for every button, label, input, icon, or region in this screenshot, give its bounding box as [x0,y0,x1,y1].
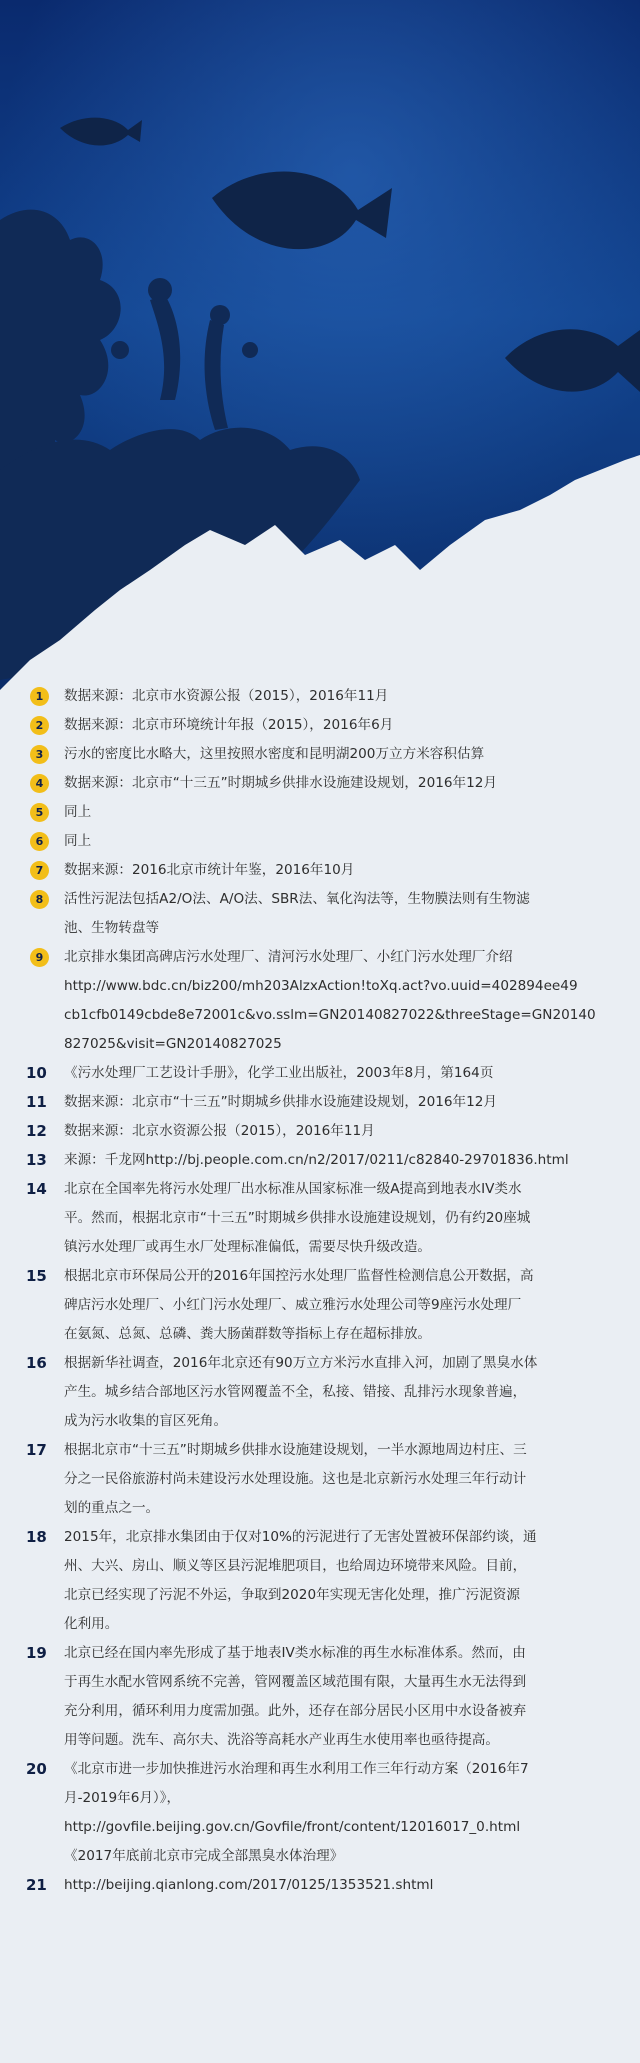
footnotes-list [0,682,640,1900]
footnote-text-line: 北京排水集团高碑店污水处理厂、清河污水处理厂、小红门污水处理厂介绍 [64,949,513,965]
footnote-text-line: 根据北京市“十三五”时期城乡供排水设施建设规划，一半水源地周边村庄、三 [64,1442,527,1458]
footnote-item [26,1088,618,1117]
footnote-text-line: 月-2019年6月）》， [64,1790,181,1806]
footnote-text-line: 来源：千龙网http://bj.people.com.cn/n2/2017/0211/c82840-29701836.html [64,1152,569,1168]
footnote-number-badge: 17 [26,1441,47,1459]
footnote-number-badge: 14 [26,1180,47,1198]
footnote-text-line: 北京在全国率先将污水处理厂出水标准从国家标准一级A提高到地表水IV类水 [64,1181,522,1197]
footnote-item [26,1175,618,1262]
footnote-number-badge: 11 [26,1093,47,1111]
footnote-text-line: 污水的密度比水略大，这里按照水密度和昆明湖200万立方米容积估算 [64,746,485,762]
footnote-text-line: 化利用。 [64,1616,119,1632]
footnote-text-line: 同上 [64,804,92,820]
footnote-text-line: 《污水处理厂工艺设计手册》，化学工业出版社，2003年8月，第164页 [64,1065,494,1081]
footnote-text-line: 州、大兴、房山、顺义等区县污泥堆肥项目，也给周边环境带来风险。目前， [64,1558,527,1574]
footnote-item [26,1059,618,1088]
footnote-text-line: 数据来源：北京市环境统计年报（2015），2016年6月 [64,717,394,733]
footnote-item [30,856,618,885]
footnote-text-line: cb1cfb0149cbde8e72001c&vo.sslm=GN20140827022&threeStage=GN20140 [64,1007,596,1023]
footnote-text-line: 平。然而，根据北京市“十三五”时期城乡供排水设施建设规划，仍有约20座城 [64,1210,531,1226]
footnote-text-line: 划的重点之一。 [64,1500,160,1516]
footnote-number-badge: 8 [30,890,49,909]
footnote-number-badge: 4 [30,774,49,793]
footnote-text-line: 数据来源：2016北京市统计年鉴，2016年10月 [64,862,355,878]
footnote-text-line: 北京已经实现了污泥不外运，争取到2020年实现无害化处理，推广污泥资源 [64,1587,520,1603]
footnote-text-line: 分之一民俗旅游村尚未建设污水处理设施。这也是北京新污水处理三年行动计 [64,1471,527,1487]
footnote-number-badge: 6 [30,832,49,851]
footnote-text-line: 池、生物转盘等 [64,920,160,936]
footnote-text-line: 在氨氮、总氮、总磷、粪大肠菌群数等指标上存在超标排放。 [64,1326,432,1342]
footnote-number-badge: 13 [26,1151,47,1169]
footnote-number-badge: 19 [26,1644,47,1662]
footnote-text-line: 2015年，北京排水集团由于仅对10%的污泥进行了无害处置被环保部约谈，通 [64,1529,537,1545]
footnote-item [26,1639,618,1755]
footnote-text-line: 成为污水收集的盲区死角。 [64,1413,228,1429]
footnote-item [30,740,618,769]
footnote-number-badge: 15 [26,1267,47,1285]
footnote-text-line: 活性污泥法包括A2/O法、A/O法、SBR法、氧化沟法等，生物膜法则有生物滤 [64,891,530,907]
footnote-number-badge: 9 [30,948,49,967]
footnote-item [30,798,618,827]
footnote-number-badge: 7 [30,861,49,880]
footnote-number-badge: 16 [26,1354,47,1372]
footnote-item [26,1755,618,1871]
footnote-item [30,711,618,740]
footnote-text-line: 827025&visit=GN20140827025 [64,1036,282,1052]
footnote-text-line: 根据北京市环保局公开的2016年国控污水处理厂监督性检测信息公开数据，高 [64,1268,534,1284]
footnote-text-line: 镇污水处理厂或再生水厂处理标准偏低，需要尽快升级改造。 [64,1239,432,1255]
footnote-text-line: http://govfile.beijing.gov.cn/Govfile/front/content/12016017_0.html [64,1819,521,1835]
footnote-item [26,1436,618,1523]
footnote-text-line: 碑店污水处理厂、小红门污水处理厂、威立雅污水处理公司等9座污水处理厂 [64,1297,522,1313]
footnote-text-line: 北京已经在国内率先形成了基于地表IV类水标准的再生水标准体系。然而，由 [64,1645,526,1661]
footnote-text-line: 《北京市进一步加快推进污水治理和再生水利用工作三年行动方案（2016年7 [64,1761,529,1777]
footnote-item [26,1523,618,1639]
footnote-number-badge: 18 [26,1528,47,1546]
footnote-number-badge: 21 [26,1876,47,1894]
footnote-number-badge: 2 [30,716,49,735]
footnote-text-line: 数据来源：北京市“十三五”时期城乡供排水设施建设规划，2016年12月 [64,1094,498,1110]
footnote-item [30,682,618,711]
footnote-item [30,769,618,798]
footnote-number-badge: 1 [30,687,49,706]
footnote-item [30,827,618,856]
footnote-number-badge: 12 [26,1122,47,1140]
footnote-number-badge: 10 [26,1064,47,1082]
footnote-text-line: 同上 [64,833,92,849]
footnote-text-line: 用等问题。洗车、高尔夫、洗浴等高耗水产业再生水使用率也亟待提高。 [64,1732,499,1748]
footnote-text-line: 《2017年底前北京市完成全部黑臭水体治理》 [64,1848,344,1864]
footnote-number-badge: 3 [30,745,49,764]
footnote-item [26,1871,618,1900]
footnote-item [26,1117,618,1146]
footnote-text-line: 充分利用，循环利用力度需加强。此外，还存在部分居民小区用中水设备被弃 [64,1703,527,1719]
footnote-item [30,943,618,1059]
footnote-text-line: 数据来源：北京市水资源公报（2015），2016年11月 [64,688,389,704]
footnote-item [26,1146,618,1175]
footnote-number-badge: 5 [30,803,49,822]
footnote-item [26,1262,618,1349]
footnote-item [26,1349,618,1436]
footnote-text-line: http://beijing.qianlong.com/2017/0125/1353521.shtml [64,1877,434,1893]
ocean-header-illustration [0,0,640,700]
footnote-item [30,885,618,943]
footnote-number-badge: 20 [26,1760,47,1778]
footnote-text-line: 根据新华社调查，2016年北京还有90万立方米污水直排入河，加剧了黑臭水体 [64,1355,538,1371]
footnote-text-line: 数据来源：北京市“十三五”时期城乡供排水设施建设规划，2016年12月 [64,775,498,791]
footnote-text-line: 产生。城乡结合部地区污水管网覆盖不全，私接、错接、乱排污水现象普遍， [64,1384,527,1400]
footnote-text-line: 数据来源：北京水资源公报（2015），2016年11月 [64,1123,375,1139]
footnote-text-line: 于再生水配水管网系统不完善，管网覆盖区域范围有限，大量再生水无法得到 [64,1674,527,1690]
footnote-text-line: http://www.bdc.cn/biz200/mh203AlzxAction!toXq.act?vo.uuid=402894ee49 [64,978,578,994]
